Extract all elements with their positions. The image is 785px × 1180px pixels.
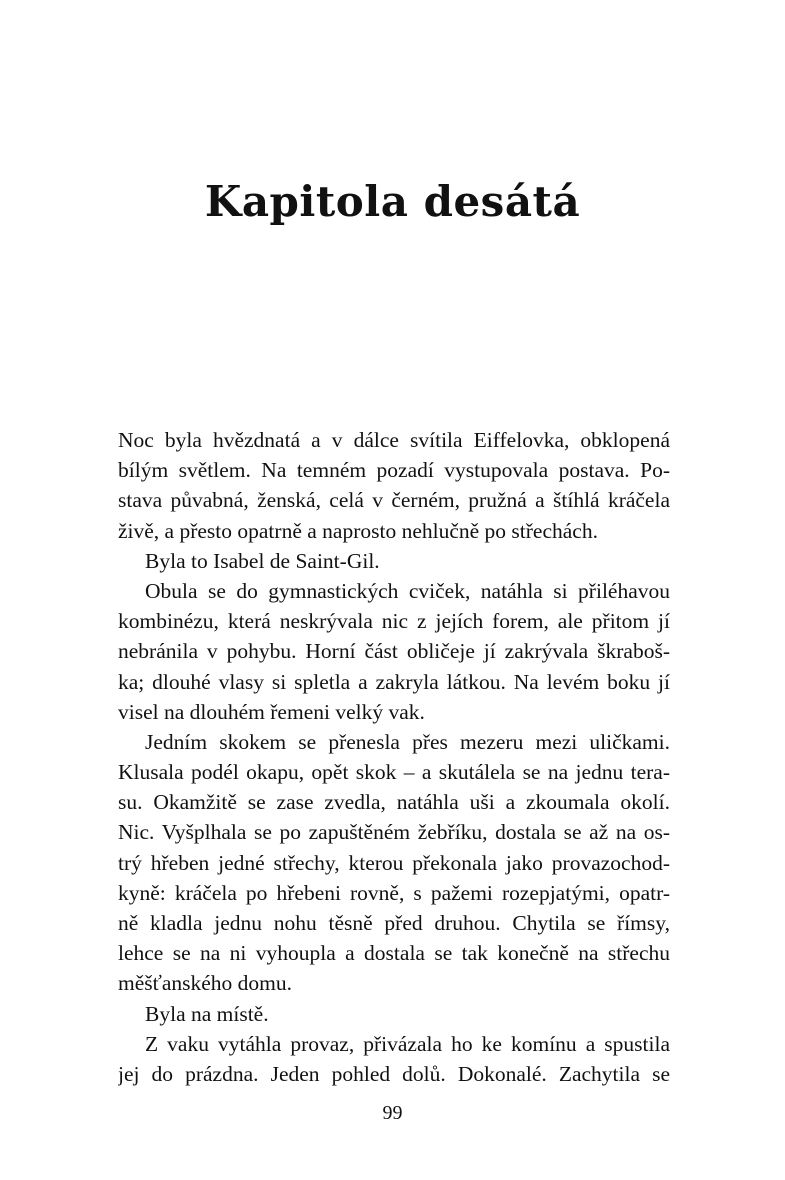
page-number: 99: [382, 1102, 403, 1124]
text-line: Klusala podél okapu, opět skok – a skutálela se na jednu tera-: [118, 760, 670, 785]
text-line: nebránila v pohybu. Horní část obličeje jí zakrývala škraboš-: [118, 639, 670, 664]
text-line: Noc byla hvězdnatá a v dálce svítila Eiffelovka, obklopená: [118, 428, 670, 452]
text-line: kyně: kráčela po hřebeni rovně, s pažemi rozepjatými, opatr-: [118, 880, 670, 905]
text-line: měšťanského domu.: [118, 971, 292, 996]
body-text: [118, 425, 670, 1089]
text-line: Obula se do gymnastických cviček, natáhla si přiléhavou: [145, 578, 670, 603]
text-line: lehce se na ni vyhoupla a dostala se tak konečně na střechu: [118, 941, 670, 966]
text-line: ně kladla jednu nohu těsně před druhou. Chytila se římsy,: [118, 911, 670, 935]
text-line: Byla na místě.: [145, 1001, 269, 1026]
text-line: Nic. Vyšplhala se po zapuštěném žebříku, dostala se až na os-: [118, 820, 670, 845]
text-line: stava půvabná, ženská, celá v černém, pružná a štíhlá kráčela: [118, 488, 670, 513]
text-line: bílým světlem. Na temném pozadí vystupovala postava. Po-: [118, 458, 670, 483]
text-line: Byla to Isabel de Saint-Gil.: [145, 548, 380, 573]
text-line: ka; dlouhé vlasy si spletla a zakryla látkou. Na levém boku jí: [118, 669, 670, 694]
text-line: živě, a přesto opatrně a naprosto nehlučně po střechách.: [118, 518, 598, 543]
text-line: Z vaku vytáhla provaz, přivázala ho ke komínu a spustila: [145, 1031, 670, 1056]
chapter-title: Kapitola desátá: [204, 177, 581, 226]
text-line: Jedním skokem se přenesla přes mezeru mezi uličkami.: [145, 729, 670, 754]
text-line: trý hřeben jedné střechy, kterou překonala jako provazochod-: [118, 850, 670, 875]
text-line: jej do prázdna. Jeden pohled dolů. Dokonalé. Zachytila se: [118, 1061, 670, 1086]
text-line: kombinézu, která neskrývala nic z jejích forem, ale přitom jí: [118, 609, 670, 634]
text-line: visel na dlouhém řemeni velký vak.: [118, 699, 425, 724]
text-line: su. Okamžitě se zase zvedla, natáhla uši a zkoumala okolí.: [118, 790, 670, 815]
